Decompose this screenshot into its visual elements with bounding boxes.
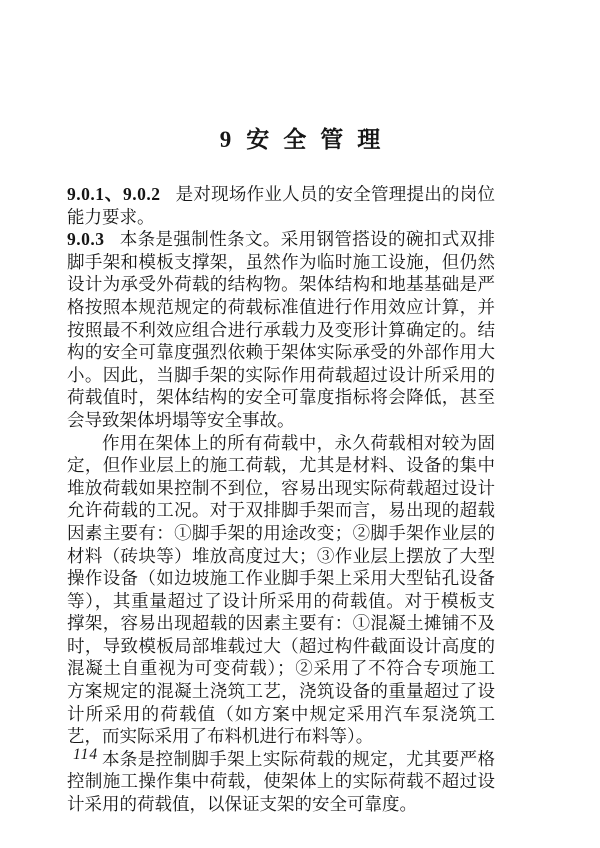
- document-body: [67, 183, 495, 816]
- paragraph-conclusion: [67, 748, 495, 816]
- chapter-number: 9: [219, 127, 232, 152]
- clause-number-903: 9.0.3: [67, 229, 105, 250]
- chapter-title-text: 安全管理: [246, 127, 395, 152]
- paragraph-901-902: [67, 183, 495, 228]
- paragraph-text: 作用在架体上的所有荷载中，永久荷载相对较为固定，但作业层上的施工荷载，尤其是材料、设备的集中堆放荷载如果控制不到位，容易出现实际荷载超过设计允许荷载的工况。对于双排脚手架而言，易出现的超载因素主要有：①脚手架的用途改变；②脚手架作业层的材料（砖块等）堆放高度过大；③作业层上摆放了大型操作设备（如边坡施工作业脚手架上采用大型钻孔设备等），其重量超过了设计所采用的荷载值。对于模板支撑架，容易出现超载的因素主要有：①混凝土摊铺不及时，导致模板局部堆载过大（超过构件截面设计高度的混凝土自重视为可变荷载）；②采用了不符合专项施工方案规定的混凝土浇筑工艺，浇筑设备的重量超过了设计所采用的荷载值（如方案中规定采用汽车泵浇筑工艺，而实际采用了布料机进行布料等）。: [67, 432, 495, 747]
- paragraph-text: 本条是控制脚手架上实际荷载的规定，尤其要严格控制施工操作集中荷载，使架体上的实际荷载不超过设计采用的荷载值，以保证支架的安全可靠度。: [67, 748, 495, 815]
- paragraph-903: [67, 228, 495, 431]
- paragraph-text: 是对现场作业人员的安全管理提出的岗位能力要求。: [67, 184, 496, 227]
- clause-number-901-902: 9.0.1、9.0.2: [67, 184, 161, 204]
- paragraph-loads-discussion: [67, 432, 495, 748]
- page-number: 114: [73, 746, 99, 763]
- chapter-title: [0, 0, 600, 156]
- paragraph-text: 本条是强制性条文。采用钢管搭设的碗扣式双排脚手架和模板支撑架，虽然作为临时施工设施，但仍然设计为承受外荷载的结构物。架体结构和地基基础是严格按照本规范规定的荷载标准值进行作用效应计算，并按照最不利效应组合进行承载力及变形计算确定的。结构的安全可靠度强烈依赖于架体实际承受的外部作用大小。因此，当脚手架的实际作用荷载超过设计所采用的荷载值时，架体结构的安全可靠度指标将会降低，甚至会导致架体坍塌等安全事故。: [67, 229, 495, 430]
